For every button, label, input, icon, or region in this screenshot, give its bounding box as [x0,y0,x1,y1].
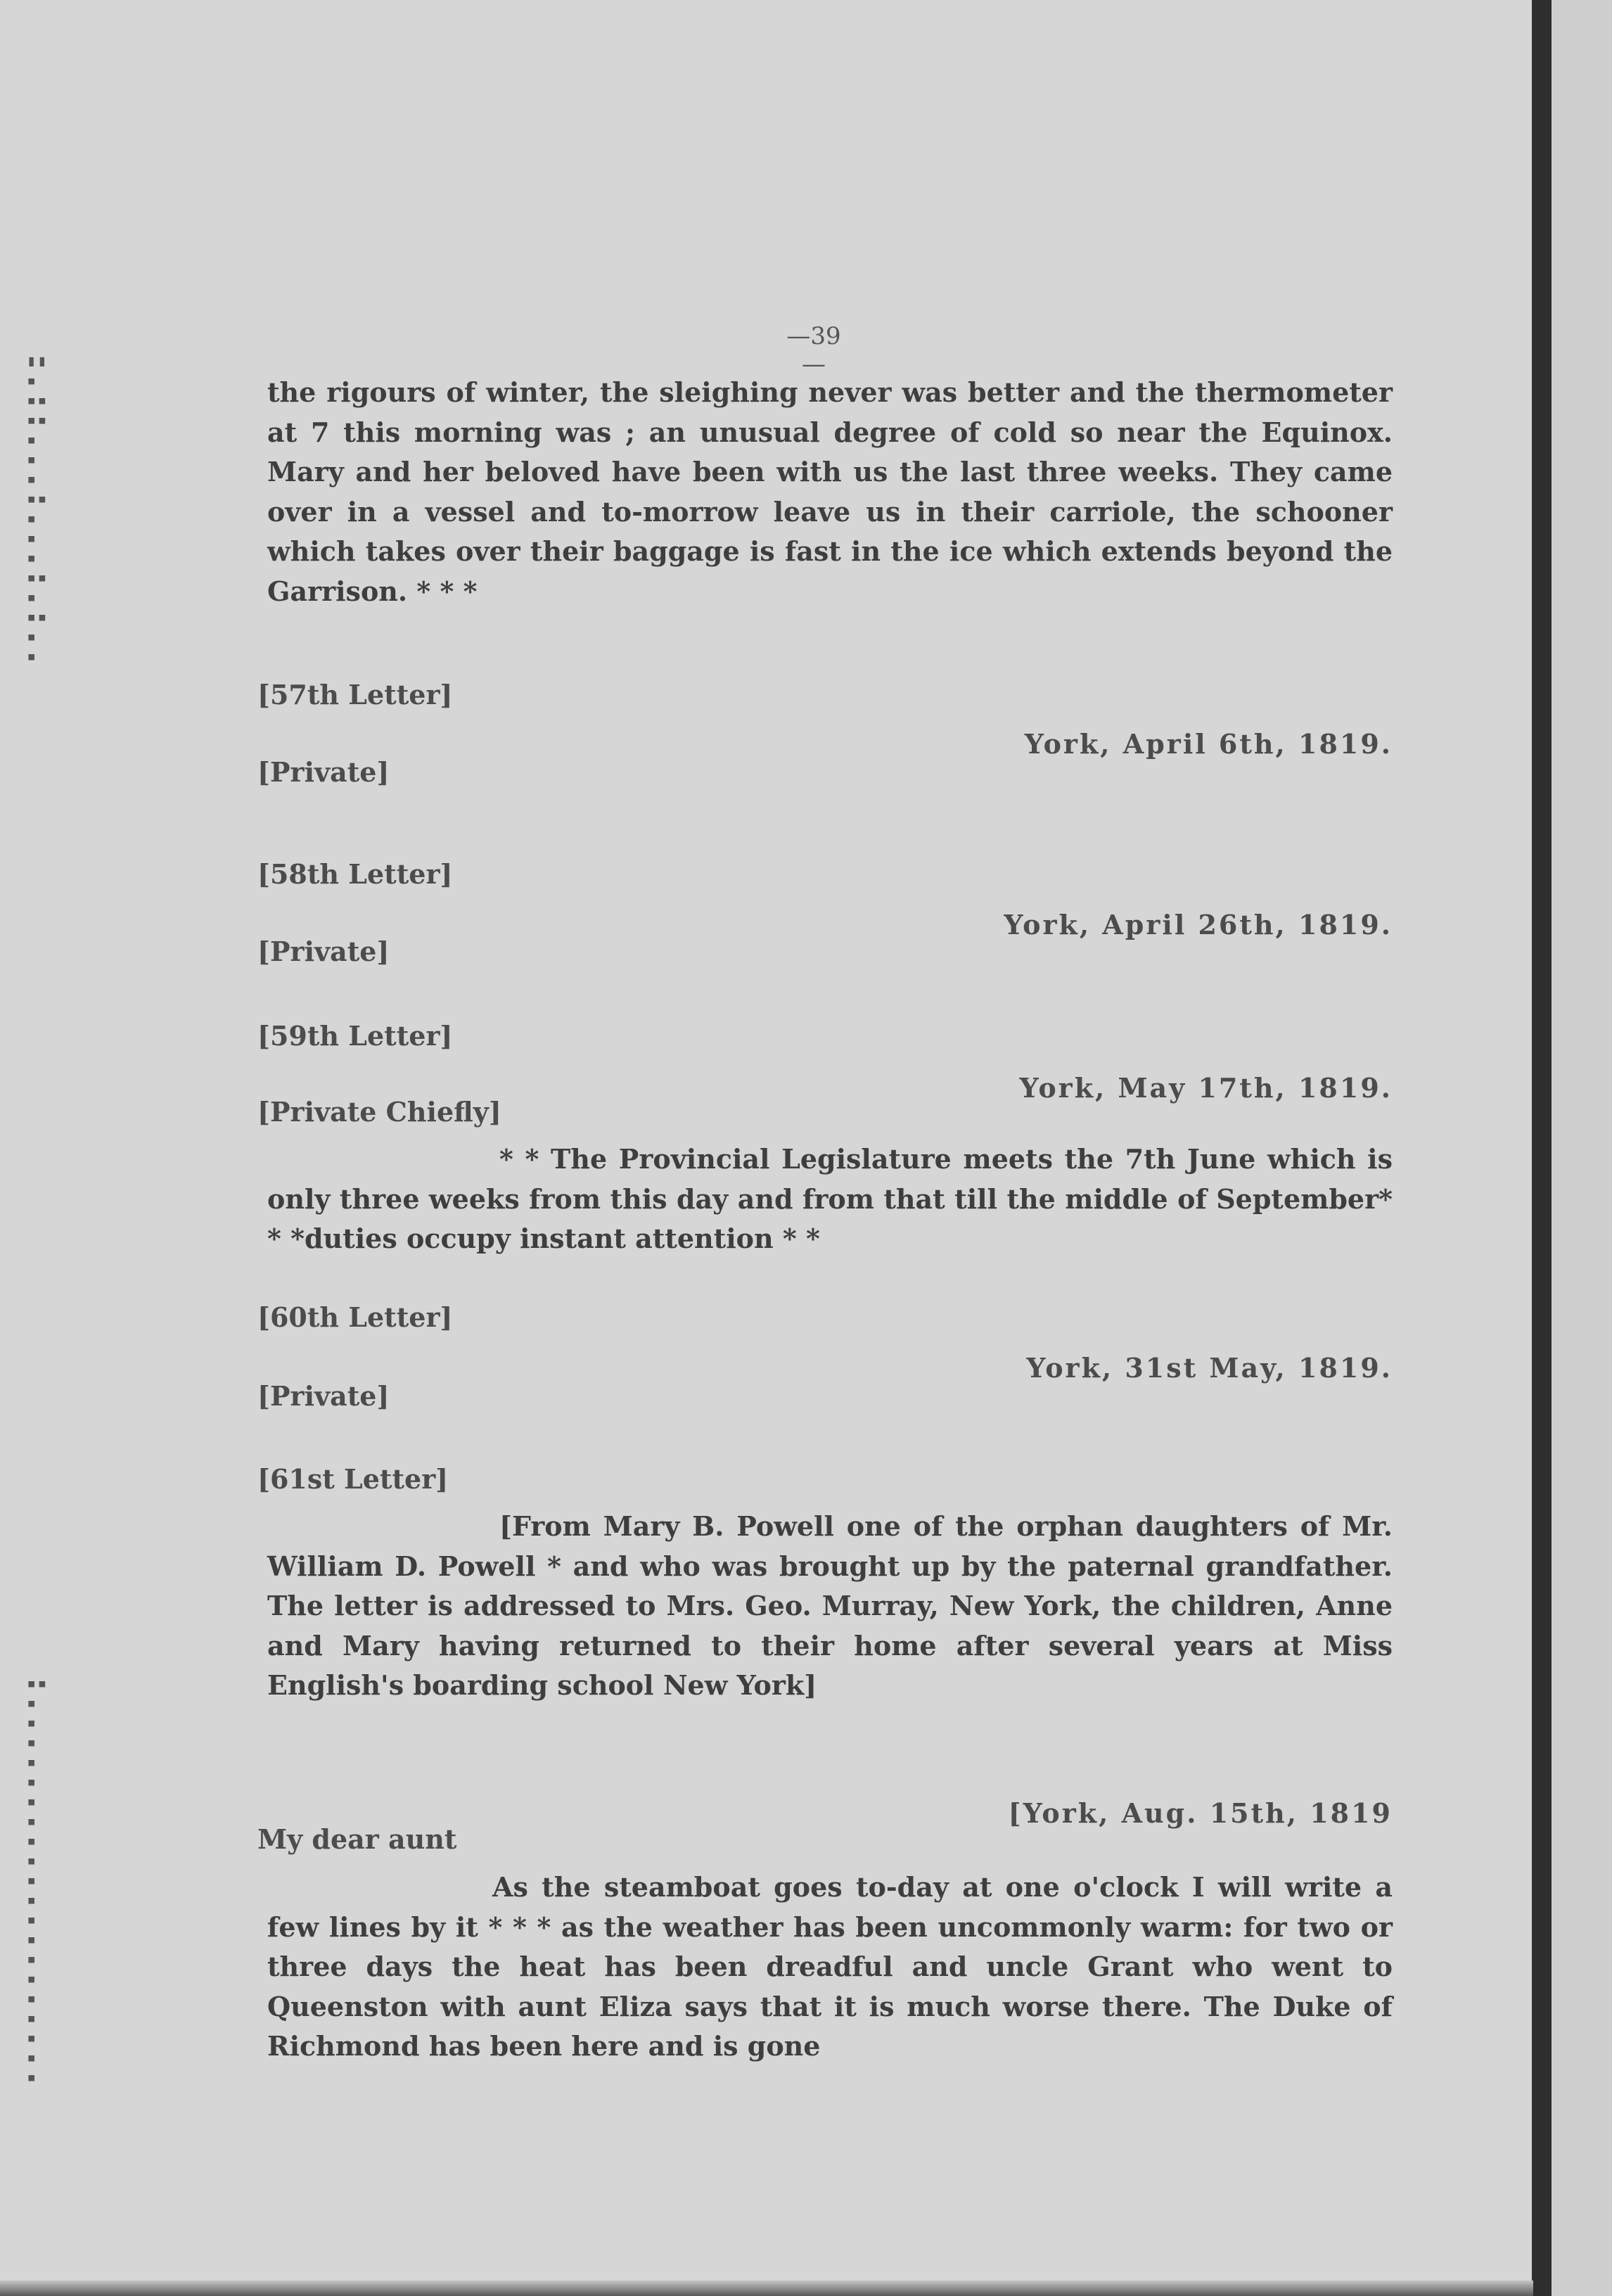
margin-marks-upper: ▮▮ ▪ ▪▪ ▪▪ ▪ ▪ ▪ ▪▪ ▪ ▪ ▪ ▪▪ ▪ ▪▪ ▪ ▪ [27,352,49,665]
binding-shadow [1532,0,1552,2296]
dateline-60: York, 31st May, 1819. [1026,1352,1393,1384]
dateline-61: [York, Aug. 15th, 1819 [1008,1797,1393,1829]
letter-text-61: As the steamboat goes to-day at one o'clock I will write a few lines by it * * * as the weather has been uncommonly warm: for two or three days the heat has been dreadful and uncle Grant who went to Queenston with aunt Eliza says that it is much worse there. The Duke of Richmond has been here and is gone [267,1871,1393,2062]
page-number: —39— [786,322,841,378]
letter-body-59: * * The Provincial Legislature meets the 7th June which is only three weeks from this day and from that till the middle of September* * *duties occupy instant attention * * [267,1143,1393,1254]
page-edge [1552,0,1612,2296]
letter-note-60: [Private] [257,1380,390,1412]
margin-marks-lower: ▪▪ ▪ ▪ ▪ ▪ ▪ ▪ ▪ ▪ ▪ ▪ ▪ ▪ ▪ ▪ ▪ ▪ ▪ ▪ ▪ ▪ [27,1675,49,2086]
bottom-shadow [0,2281,1533,2296]
opening-paragraph: the rigours of winter, the sleighing never was better and the thermometer at 7 this morning was ; an unusual degree of cold so near the Equinox. Mary and her beloved have been with us the last three weeks. They came over in a vessel and to-morrow leave us in their carriole, the schooner which takes over their baggage is fast in the ice which extends beyond the Garrison. * * * [267,376,1393,607]
letter-heading-60: [60th Letter] [257,1301,453,1333]
dateline-57: York, April 6th, 1819. [1024,728,1393,760]
dateline-59: York, May 17th, 1819. [1019,1072,1393,1104]
letter-note-57: [Private] [257,756,390,788]
letter-heading-61: [61st Letter] [257,1463,449,1495]
letter-heading-59: [59th Letter] [257,1020,453,1052]
letter-note-58: [Private] [257,936,390,967]
salutation: My dear aunt [257,1823,457,1855]
letter-heading-58: [58th Letter] [257,858,453,890]
editorial-note-61: [From Mary B. Powell one of the orphan daughters of Mr. William D. Powell * and who was brought up by the paternal grandfather. The letter is addressed to Mrs. Geo. Murray, New York, the children, Anne and Mary having returned to their home after several years at Miss English's boarding school New York] [267,1510,1393,1701]
letter-note-59: [Private Chiefly] [257,1096,501,1128]
dateline-58: York, April 26th, 1819. [1004,909,1393,940]
letter-heading-57: [57th Letter] [257,679,453,710]
